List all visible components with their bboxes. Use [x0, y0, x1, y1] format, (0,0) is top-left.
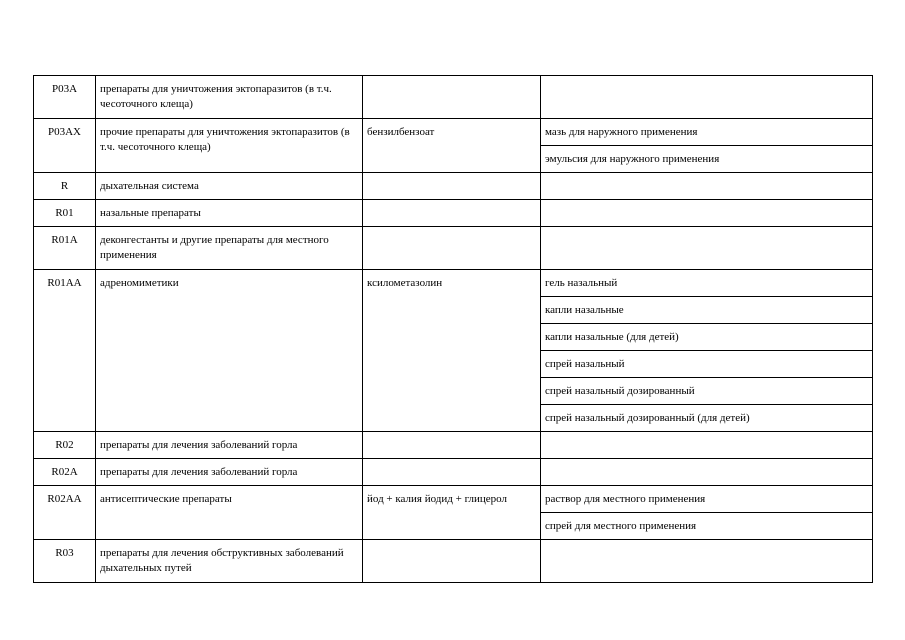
drug-name-cell: [363, 432, 541, 459]
group-name-cell: прочие препараты для уничтожения эктопаразитов (в т.ч. чесоточного клеща): [96, 119, 363, 173]
atc-code-cell: P03A: [34, 76, 96, 119]
drug-name-cell: йод + калия йодид + глицерол: [363, 486, 541, 540]
atc-code-cell: R01AA: [34, 270, 96, 432]
table-row: [34, 432, 873, 459]
drug-name-cell: [363, 76, 541, 119]
dosage-form-cell: [541, 227, 873, 270]
group-name-cell: назальные препараты: [96, 200, 363, 227]
drug-table: [33, 75, 873, 583]
dosage-form-cell: спрей назальный дозированный: [541, 378, 873, 405]
dosage-form-cell: спрей назальный: [541, 351, 873, 378]
table-row: [34, 200, 873, 227]
group-name-cell: адреномиметики: [96, 270, 363, 432]
dosage-form-cell: раствор для местного применения: [541, 486, 873, 513]
table-row: [34, 119, 873, 146]
atc-code-cell: R02A: [34, 459, 96, 486]
atc-code-cell: R02AA: [34, 486, 96, 540]
group-name-cell: препараты для лечения заболеваний горла: [96, 459, 363, 486]
drug-name-cell: [363, 200, 541, 227]
dosage-form-cell: капли назальные (для детей): [541, 324, 873, 351]
table-row: [34, 173, 873, 200]
drug-name-cell: [363, 227, 541, 270]
group-name-cell: препараты для уничтожения эктопаразитов (в т.ч. чесоточного клеща): [96, 76, 363, 119]
table-row: [34, 76, 873, 119]
dosage-form-cell: [541, 540, 873, 583]
atc-code-cell: R01: [34, 200, 96, 227]
drug-name-cell: [363, 459, 541, 486]
group-name-cell: дыхательная система: [96, 173, 363, 200]
dosage-form-cell: капли назальные: [541, 297, 873, 324]
atc-code-cell: R02: [34, 432, 96, 459]
dosage-form-cell: эмульсия для наружного применения: [541, 146, 873, 173]
drug-name-cell: бензилбензоат: [363, 119, 541, 173]
dosage-form-cell: мазь для наружного применения: [541, 119, 873, 146]
table-row: [34, 227, 873, 270]
atc-code-cell: P03AX: [34, 119, 96, 173]
group-name-cell: деконгестанты и другие препараты для местного применения: [96, 227, 363, 270]
drug-name-cell: [363, 540, 541, 583]
table-row: [34, 540, 873, 583]
atc-code-cell: R03: [34, 540, 96, 583]
table-row: [34, 459, 873, 486]
group-name-cell: препараты для лечения заболеваний горла: [96, 432, 363, 459]
dosage-form-cell: спрей назальный дозированный (для детей): [541, 405, 873, 432]
group-name-cell: антисептические препараты: [96, 486, 363, 540]
atc-code-cell: R: [34, 173, 96, 200]
dosage-form-cell: [541, 173, 873, 200]
table-row: [34, 486, 873, 513]
dosage-form-cell: гель назальный: [541, 270, 873, 297]
dosage-form-cell: спрей для местного применения: [541, 513, 873, 540]
group-name-cell: препараты для лечения обструктивных заболеваний дыхательных путей: [96, 540, 363, 583]
dosage-form-cell: [541, 432, 873, 459]
atc-code-cell: R01A: [34, 227, 96, 270]
drug-name-cell: ксилометазолин: [363, 270, 541, 432]
dosage-form-cell: [541, 459, 873, 486]
drug-name-cell: [363, 173, 541, 200]
dosage-form-cell: [541, 200, 873, 227]
dosage-form-cell: [541, 76, 873, 119]
table-row: [34, 270, 873, 297]
